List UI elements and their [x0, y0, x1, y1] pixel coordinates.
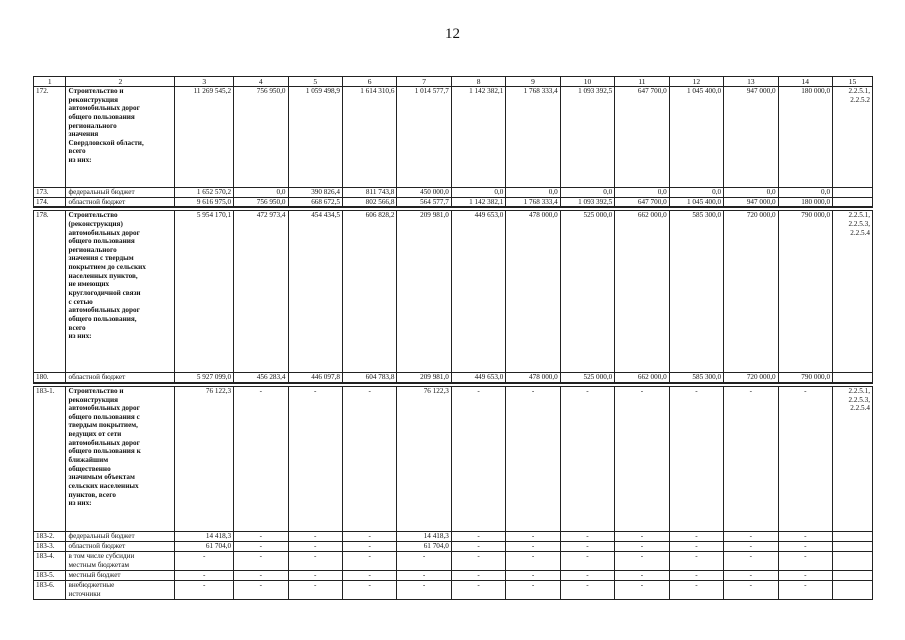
row-name-line: не имеющих	[68, 280, 110, 289]
row-number: 183-2.	[34, 531, 66, 541]
value-cell: -	[175, 570, 234, 580]
row-name-line: Строительство и	[68, 386, 124, 395]
reference-line: 2.2.5.2	[850, 95, 870, 104]
value-cell: 5 927 099,0	[175, 373, 234, 383]
reference-line: 2.2.5.4	[850, 404, 870, 413]
value-cell: -	[342, 570, 396, 580]
value-cell: 61 704,0	[397, 541, 451, 551]
value-cell: -	[506, 541, 560, 551]
value-cell: -	[778, 580, 832, 599]
value-cell: -	[342, 580, 396, 599]
value-cell: -	[724, 531, 778, 541]
page-number: 12	[445, 26, 460, 42]
value-cell: -	[451, 570, 505, 580]
value-cell: 0,0	[451, 188, 505, 198]
row-name-line: всего	[68, 323, 86, 332]
value-cell: 454 434,5	[288, 211, 342, 373]
column-number: 5	[288, 77, 342, 87]
reference-line: 2.2.5.1,	[848, 386, 870, 395]
column-number: 7	[397, 77, 451, 87]
row-name-line: ведущих от сети	[68, 430, 122, 439]
value-cell: -	[560, 386, 614, 531]
value-cell: 478 000,0	[506, 211, 560, 373]
row-name-line: ближайшим	[68, 456, 109, 465]
row-name	[66, 197, 175, 207]
value-cell: -	[342, 531, 396, 541]
value-cell: -	[234, 551, 288, 570]
value-cell: -	[615, 580, 669, 599]
value-cell: 1 768 333,4	[506, 87, 560, 188]
table-row	[34, 570, 873, 580]
value-cell: -	[234, 541, 288, 551]
value-cell: -	[288, 531, 342, 541]
row-name	[66, 188, 175, 198]
row-name-line: общего пользования к	[68, 447, 141, 456]
row-name-line: реконструкция	[68, 395, 119, 404]
row-name-line: федеральный бюджет	[68, 188, 135, 196]
value-cell: -	[669, 531, 723, 541]
column-number: 11	[615, 77, 669, 87]
value-cell: -	[724, 386, 778, 531]
value-cell: 0,0	[724, 188, 778, 198]
value-cell: 76 122,3	[397, 386, 451, 531]
table-row	[34, 188, 873, 198]
column-number: 8	[451, 77, 505, 87]
row-name-line: пунктов, всего	[68, 490, 116, 499]
reference-cell	[833, 386, 873, 531]
column-number: 9	[506, 77, 560, 87]
value-cell: -	[669, 551, 723, 570]
value-cell: -	[342, 541, 396, 551]
table-row	[34, 197, 873, 207]
value-cell: 1 045 400,0	[669, 197, 723, 207]
row-name	[66, 551, 175, 570]
value-cell: 564 577,7	[397, 197, 451, 207]
value-cell: 662 000,0	[615, 211, 669, 373]
row-name-line: автомобильных дорог	[68, 404, 140, 413]
reference-cell	[833, 531, 873, 541]
column-number: 3	[175, 77, 234, 87]
value-cell: -	[615, 551, 669, 570]
reference-cell	[833, 541, 873, 551]
value-cell: -	[451, 580, 505, 599]
value-cell: 525 000,0	[560, 211, 614, 373]
column-number: 4	[234, 77, 288, 87]
column-number: 2	[66, 77, 175, 87]
row-name-line: внебюджетные	[68, 580, 115, 589]
value-cell: -	[451, 541, 505, 551]
row-name-line: твердым покрытием,	[68, 421, 138, 430]
value-cell: 668 672,5	[288, 197, 342, 207]
value-cell: 390 826,4	[288, 188, 342, 198]
reference-line: 2.2.5.1,	[848, 87, 870, 95]
row-name-line: с сетью	[68, 297, 93, 306]
value-cell: 585 300,0	[669, 373, 723, 383]
value-cell: 0,0	[615, 188, 669, 198]
value-cell: -	[234, 531, 288, 541]
reference-cell	[833, 373, 873, 383]
value-cell: 1 014 577,7	[397, 87, 451, 188]
row-name	[66, 570, 175, 580]
row-name-line: Свердловской области,	[68, 138, 144, 147]
value-cell: 9 616 975,0	[175, 197, 234, 207]
value-cell: -	[669, 386, 723, 531]
row-name-line: источники	[68, 589, 101, 598]
table-row	[34, 87, 873, 188]
row-name-line: (реконструкция)	[68, 219, 123, 228]
row-number: 183-4.	[34, 551, 66, 570]
value-cell: 1 142 382,1	[451, 87, 505, 188]
row-name-line: общего пользования с	[68, 412, 140, 421]
value-cell: 446 097,8	[288, 373, 342, 383]
value-cell: -	[506, 386, 560, 531]
row-name	[66, 541, 175, 551]
value-cell: -	[234, 580, 288, 599]
column-number: 1	[34, 77, 66, 87]
row-name-line: регионального	[68, 245, 117, 254]
value-cell: -	[288, 386, 342, 531]
column-number: 10	[560, 77, 614, 87]
value-cell: 180 000,0	[778, 197, 832, 207]
column-number: 13	[724, 77, 778, 87]
table-row	[34, 386, 873, 531]
column-number: 12	[669, 77, 723, 87]
value-cell: -	[451, 531, 505, 541]
value-cell: -	[288, 551, 342, 570]
row-name-line: значения	[68, 130, 99, 139]
value-cell: 209 981,0	[397, 373, 451, 383]
value-cell: -	[288, 580, 342, 599]
row-name-line: автомобильных дорог	[68, 306, 140, 315]
value-cell: 606 828,2	[342, 211, 396, 373]
reference-cell	[833, 87, 873, 188]
value-cell: -	[397, 570, 451, 580]
value-cell: -	[724, 570, 778, 580]
row-name-line: областной бюджет	[68, 373, 126, 382]
value-cell: 14 418,3	[397, 531, 451, 541]
row-name-line: местным бюджетам	[68, 560, 130, 569]
row-name-line: из них:	[68, 499, 92, 508]
value-cell: -	[560, 551, 614, 570]
row-name-line: круглогодичной связи	[68, 289, 141, 298]
reference-cell	[833, 580, 873, 599]
row-name-line: автомобильных дорог	[68, 438, 140, 447]
table-row	[34, 580, 873, 599]
reference-cell	[833, 551, 873, 570]
value-cell: 1 059 498,9	[288, 87, 342, 188]
value-cell: -	[724, 541, 778, 551]
value-cell: 604 783,8	[342, 373, 396, 383]
value-cell: 0,0	[778, 188, 832, 198]
table-row	[34, 531, 873, 541]
table-row	[34, 541, 873, 551]
row-name-line: автомобильных дорог	[68, 104, 140, 113]
value-cell: -	[778, 386, 832, 531]
value-cell: 662 000,0	[615, 373, 669, 383]
value-cell: 61 704,0	[175, 541, 234, 551]
row-number: 183-5.	[34, 570, 66, 580]
row-name-line: сельских населенных	[68, 481, 139, 490]
value-cell: -	[669, 580, 723, 599]
reference-line: 2.2.5.1,	[848, 211, 870, 220]
column-number: 6	[342, 77, 396, 87]
value-cell: 1 142 382,1	[451, 197, 505, 207]
value-cell: 449 653,0	[451, 373, 505, 383]
value-cell: -	[451, 386, 505, 531]
table-row	[34, 551, 873, 570]
value-cell: -	[778, 570, 832, 580]
value-cell: 947 000,0	[724, 197, 778, 207]
value-cell: -	[560, 541, 614, 551]
value-cell: -	[615, 570, 669, 580]
value-cell: -	[615, 531, 669, 541]
row-name-line: областной бюджет	[68, 197, 126, 206]
value-cell: -	[724, 580, 778, 599]
value-cell: -	[615, 386, 669, 531]
value-cell: -	[778, 541, 832, 551]
reference-line: 2.2.5.4	[850, 228, 870, 237]
reference-line: 2.2.5.3,	[848, 395, 870, 404]
value-cell: 947 000,0	[724, 87, 778, 188]
row-name-line: общего пользования	[68, 112, 135, 121]
reference-cell	[833, 211, 873, 373]
value-cell: -	[778, 551, 832, 570]
value-cell: -	[506, 580, 560, 599]
value-cell: 1 093 392,5	[560, 87, 614, 188]
value-cell: -	[724, 551, 778, 570]
value-cell: 756 950,0	[234, 87, 288, 188]
value-cell: -	[175, 551, 234, 570]
row-name-line: автомобильных дорог	[68, 228, 140, 237]
value-cell: 790 000,0	[778, 373, 832, 383]
value-cell: 811 743,8	[342, 188, 396, 198]
row-name	[66, 531, 175, 541]
row-name-line: Строительство	[68, 211, 118, 220]
value-cell: -	[397, 551, 451, 570]
value-cell: -	[506, 551, 560, 570]
row-name-line: местный бюджет	[68, 570, 121, 579]
row-number: 180.	[34, 373, 66, 383]
value-cell: 802 566,8	[342, 197, 396, 207]
row-number: 178.	[34, 211, 66, 373]
column-number-row	[34, 77, 873, 87]
row-number: 173.	[34, 188, 66, 198]
table-row	[34, 373, 873, 383]
row-name-line: из них:	[68, 156, 92, 165]
budget-table	[33, 76, 873, 600]
value-cell: 756 950,0	[234, 197, 288, 207]
value-cell: 1 045 400,0	[669, 87, 723, 188]
reference-line: 2.2.5.3,	[848, 219, 870, 228]
row-name	[66, 87, 175, 188]
row-number: 174.	[34, 197, 66, 207]
row-name-line: регионального	[68, 121, 117, 130]
value-cell: 720 000,0	[724, 373, 778, 383]
value-cell: -	[288, 570, 342, 580]
row-name-line: общественно	[68, 464, 111, 473]
value-cell: 0,0	[669, 188, 723, 198]
value-cell: 478 000,0	[506, 373, 560, 383]
row-name-line: реконструкция	[68, 95, 119, 104]
value-cell: 5 954 170,1	[175, 211, 234, 373]
value-cell: 1 652 570,2	[175, 188, 234, 198]
value-cell: 525 000,0	[560, 373, 614, 383]
value-cell: 14 418,3	[175, 531, 234, 541]
row-name-line: общего пользования,	[68, 314, 137, 323]
value-cell: -	[175, 580, 234, 599]
value-cell: -	[288, 541, 342, 551]
reference-cell	[833, 188, 873, 198]
value-cell: 1 093 392,5	[560, 197, 614, 207]
value-cell: -	[342, 386, 396, 531]
value-cell: -	[397, 580, 451, 599]
row-name-line: значения с твердым	[68, 254, 134, 263]
row-name-line: Строительство и	[68, 87, 124, 95]
column-number: 14	[778, 77, 832, 87]
value-cell: 0,0	[560, 188, 614, 198]
value-cell: 450 000,0	[397, 188, 451, 198]
row-name-line: значимым объектам	[68, 473, 135, 482]
row-number: 183-3.	[34, 541, 66, 551]
row-number: 183-1.	[34, 386, 66, 531]
value-cell: -	[560, 570, 614, 580]
row-name-line: федеральный бюджет	[68, 531, 135, 540]
value-cell: 180 000,0	[778, 87, 832, 188]
value-cell: -	[234, 386, 288, 531]
value-cell: 647 700,0	[615, 87, 669, 188]
row-name	[66, 373, 175, 383]
value-cell: -	[669, 570, 723, 580]
row-number: 172.	[34, 87, 66, 188]
value-cell: -	[560, 580, 614, 599]
reference-cell	[833, 197, 873, 207]
row-name	[66, 580, 175, 599]
value-cell: 647 700,0	[615, 197, 669, 207]
value-cell: 585 300,0	[669, 211, 723, 373]
value-cell: -	[342, 551, 396, 570]
value-cell: -	[778, 531, 832, 541]
value-cell: -	[560, 531, 614, 541]
value-cell: 449 653,0	[451, 211, 505, 373]
row-name-line: покрытием до сельских	[68, 263, 146, 272]
column-number: 15	[833, 77, 873, 87]
value-cell: 0,0	[506, 188, 560, 198]
value-cell: -	[506, 531, 560, 541]
value-cell: 1 768 333,4	[506, 197, 560, 207]
row-name	[66, 211, 175, 373]
value-cell: 1 614 310,6	[342, 87, 396, 188]
row-name-line: в том числе субсидии	[68, 551, 135, 560]
value-cell: -	[669, 541, 723, 551]
value-cell: -	[506, 570, 560, 580]
value-cell: 790 000,0	[778, 211, 832, 373]
row-name-line: из них:	[68, 332, 92, 341]
value-cell: 0,0	[234, 188, 288, 198]
value-cell: 11 269 545,2	[175, 87, 234, 188]
row-name-line: областной бюджет	[68, 541, 126, 550]
row-name-line: общего пользования	[68, 237, 135, 246]
value-cell: -	[615, 541, 669, 551]
value-cell: 720 000,0	[724, 211, 778, 373]
value-cell: 456 283,4	[234, 373, 288, 383]
value-cell: -	[234, 570, 288, 580]
reference-cell	[833, 570, 873, 580]
value-cell: -	[451, 551, 505, 570]
row-name	[66, 386, 175, 531]
value-cell: 76 122,3	[175, 386, 234, 531]
row-number: 183-6.	[34, 580, 66, 599]
row-name-line: всего	[68, 147, 86, 156]
table-row	[34, 211, 873, 373]
value-cell: 209 981,0	[397, 211, 451, 373]
value-cell: 472 973,4	[234, 211, 288, 373]
row-name-line: населенных пунктов,	[68, 271, 138, 280]
